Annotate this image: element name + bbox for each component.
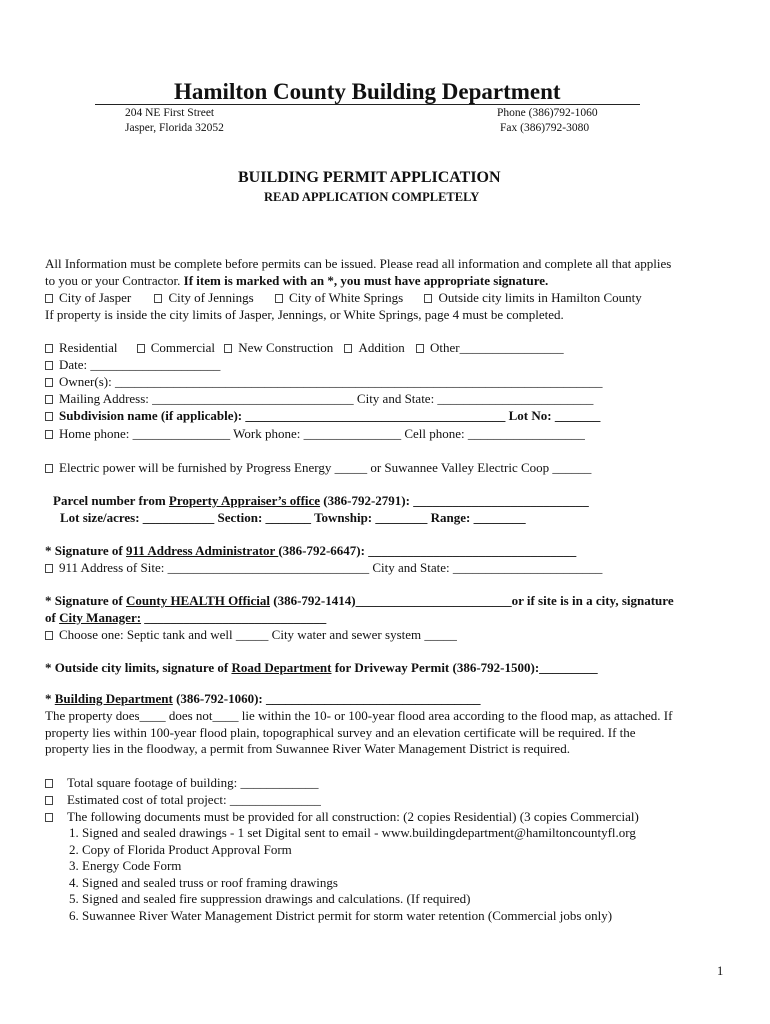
building-department-field[interactable]: * Building Department (386-792-1060): _________________________________: [45, 691, 481, 706]
document-item: 3. Energy Code Form: [69, 858, 182, 873]
checkbox-icon[interactable]: [45, 631, 53, 640]
address-admin-link: 911 Address Administrator: [126, 543, 279, 558]
checkbox-icon[interactable]: [275, 294, 283, 303]
type-addition[interactable]: Addition: [344, 340, 404, 355]
septic-water-choice[interactable]: Choose one: Septic tank and well _____ City water and sewer system _____: [45, 626, 457, 643]
document-item: 1. Signed and sealed drawings - 1 set Digital sent to email - www.buildingdepartment@hamiltoncountyfl.org: [69, 825, 636, 840]
checkbox-icon[interactable]: [45, 395, 53, 404]
checkbox-icon[interactable]: [344, 344, 352, 353]
checkbox-icon[interactable]: [416, 344, 424, 353]
flood-paragraph-line-1: The property does____ does not____ lie within the 10- or 100-year flood area according to the flood map, as attached. If: [45, 708, 673, 723]
flood-paragraph-line-2: property lies within 100-year flood plain, topographical survey and an elevation certificate will be required. If the: [45, 725, 636, 740]
type-other[interactable]: Other________________: [416, 340, 564, 355]
document-item: 5. Signed and sealed fire suppression drawings and calculations. (If required): [69, 891, 471, 906]
city-note: If property is inside the city limits of Jasper, Jennings, or White Springs, page 4 must be completed.: [45, 307, 564, 322]
signature-911-field[interactable]: * Signature of 911 Address Administrator (386-792-6647): ________________________________: [45, 543, 577, 558]
city-option-white-springs[interactable]: City of White Springs: [275, 290, 403, 305]
intro-line-1: All Information must be complete before permits can be issued. Please read all information and complete all that applies: [45, 256, 672, 271]
lot-section-township-range[interactable]: Lot size/acres: ___________ Section: _______ Township: ________ Range: ________: [60, 510, 526, 525]
mailing-address-field[interactable]: Mailing Address: _______________________________ City and State: ________________________: [45, 390, 593, 407]
subdivision-field[interactable]: Subdivision name (if applicable): ________________________________________ Lot No: _______: [45, 407, 600, 424]
documents-required: The following documents must be provided for all construction: (2 copies Residential) (3 copies Commercial): [45, 808, 639, 825]
form-subtitle: READ APPLICATION COMPLETELY: [264, 190, 480, 204]
checkbox-icon[interactable]: [424, 294, 432, 303]
city-manager-field[interactable]: of City Manager: ____________________________: [45, 610, 327, 625]
property-appraiser-link: Property Appraiser’s office: [168, 493, 321, 508]
checkbox-icon[interactable]: [224, 344, 232, 353]
department-title: Hamilton County Building Department: [174, 79, 561, 104]
page-number: 1: [717, 964, 724, 978]
type-new-construction[interactable]: New Construction: [224, 340, 333, 355]
checkbox-icon[interactable]: [154, 294, 162, 303]
estimated-cost-field[interactable]: Estimated cost of total project: ______________: [45, 791, 321, 808]
address-line-1: 204 NE First Street: [125, 107, 215, 119]
address-line-2: Jasper, Florida 32052: [125, 122, 224, 134]
health-official-link: County HEALTH Official: [126, 593, 270, 608]
checkbox-icon[interactable]: [45, 464, 53, 473]
checkbox-icon[interactable]: [137, 344, 145, 353]
document-item: 4. Signed and sealed truss or roof framing drawings: [69, 875, 338, 890]
construction-types: [45, 339, 564, 356]
city-option-jasper[interactable]: City of Jasper: [45, 290, 131, 305]
checkbox-icon[interactable]: [45, 344, 53, 353]
city-option-outside[interactable]: Outside city limits in Hamilton County: [424, 290, 641, 305]
checkbox-icon[interactable]: [45, 796, 53, 805]
checkbox-icon[interactable]: [45, 361, 53, 370]
intro-line-2: [45, 272, 548, 289]
flood-paragraph-line-3: property lies in the floodway, a permit from Suwannee River Water Management District is required.: [45, 741, 570, 756]
electric-field[interactable]: Electric power will be furnished by Progress Energy _____ or Suwannee Valley Electric Coop ______: [45, 459, 591, 476]
checkbox-icon[interactable]: [45, 294, 53, 303]
building-department-label: Building Department: [54, 691, 173, 706]
date-field[interactable]: Date: ____________________: [45, 356, 220, 373]
owner-field[interactable]: Owner(s): ___________________________________________________________________________: [45, 373, 602, 390]
city-option-jennings[interactable]: City of Jennings: [154, 290, 253, 305]
checkbox-icon[interactable]: [45, 430, 53, 439]
address-911-site-field[interactable]: 911 Address of Site: _______________________________ City and State: _______________________: [45, 559, 602, 576]
checkbox-icon[interactable]: [45, 378, 53, 387]
checkbox-icon[interactable]: [45, 564, 53, 573]
form-title: BUILDING PERMIT APPLICATION: [238, 169, 501, 186]
parcel-number-field[interactable]: Parcel number from Property Appraiser’s office (386-792-2791): ___________________________: [53, 493, 589, 508]
signature-health-field[interactable]: * Signature of County HEALTH Official (386-792-1414)________________________or if site is in a city, signature: [45, 593, 674, 608]
square-footage-field[interactable]: Total square footage of building: ____________: [45, 774, 318, 791]
fax-number: Fax (386)792-3080: [500, 122, 590, 134]
road-department-label: Road Department: [231, 660, 332, 675]
phones-field[interactable]: Home phone: _______________ Work phone: _______________ Cell phone: __________________: [45, 425, 585, 442]
city-manager-label: City Manager:: [59, 610, 142, 625]
road-department-field[interactable]: * Outside city limits, signature of Road Department for Driveway Permit (386-792-1500):_________: [45, 660, 598, 675]
header-rule: [95, 104, 640, 105]
checkbox-icon[interactable]: [45, 412, 53, 421]
checkbox-icon[interactable]: [45, 779, 53, 788]
document-item: 2. Copy of Florida Product Approval Form: [69, 842, 292, 857]
intro-line-2-bold: If item is marked with an *, you must have appropriate signature.: [183, 273, 549, 288]
type-residential[interactable]: Residential: [45, 340, 118, 355]
document-item: 6. Suwannee River Water Management District permit for storm water retention (Commercial jobs only): [69, 908, 613, 923]
phone-number: Phone (386)792-1060: [497, 107, 598, 119]
city-options: [45, 289, 642, 306]
checkbox-icon[interactable]: [45, 813, 53, 822]
type-commercial[interactable]: Commercial: [137, 340, 215, 355]
intro-line-2-plain: to you or your Contractor.: [45, 273, 184, 288]
